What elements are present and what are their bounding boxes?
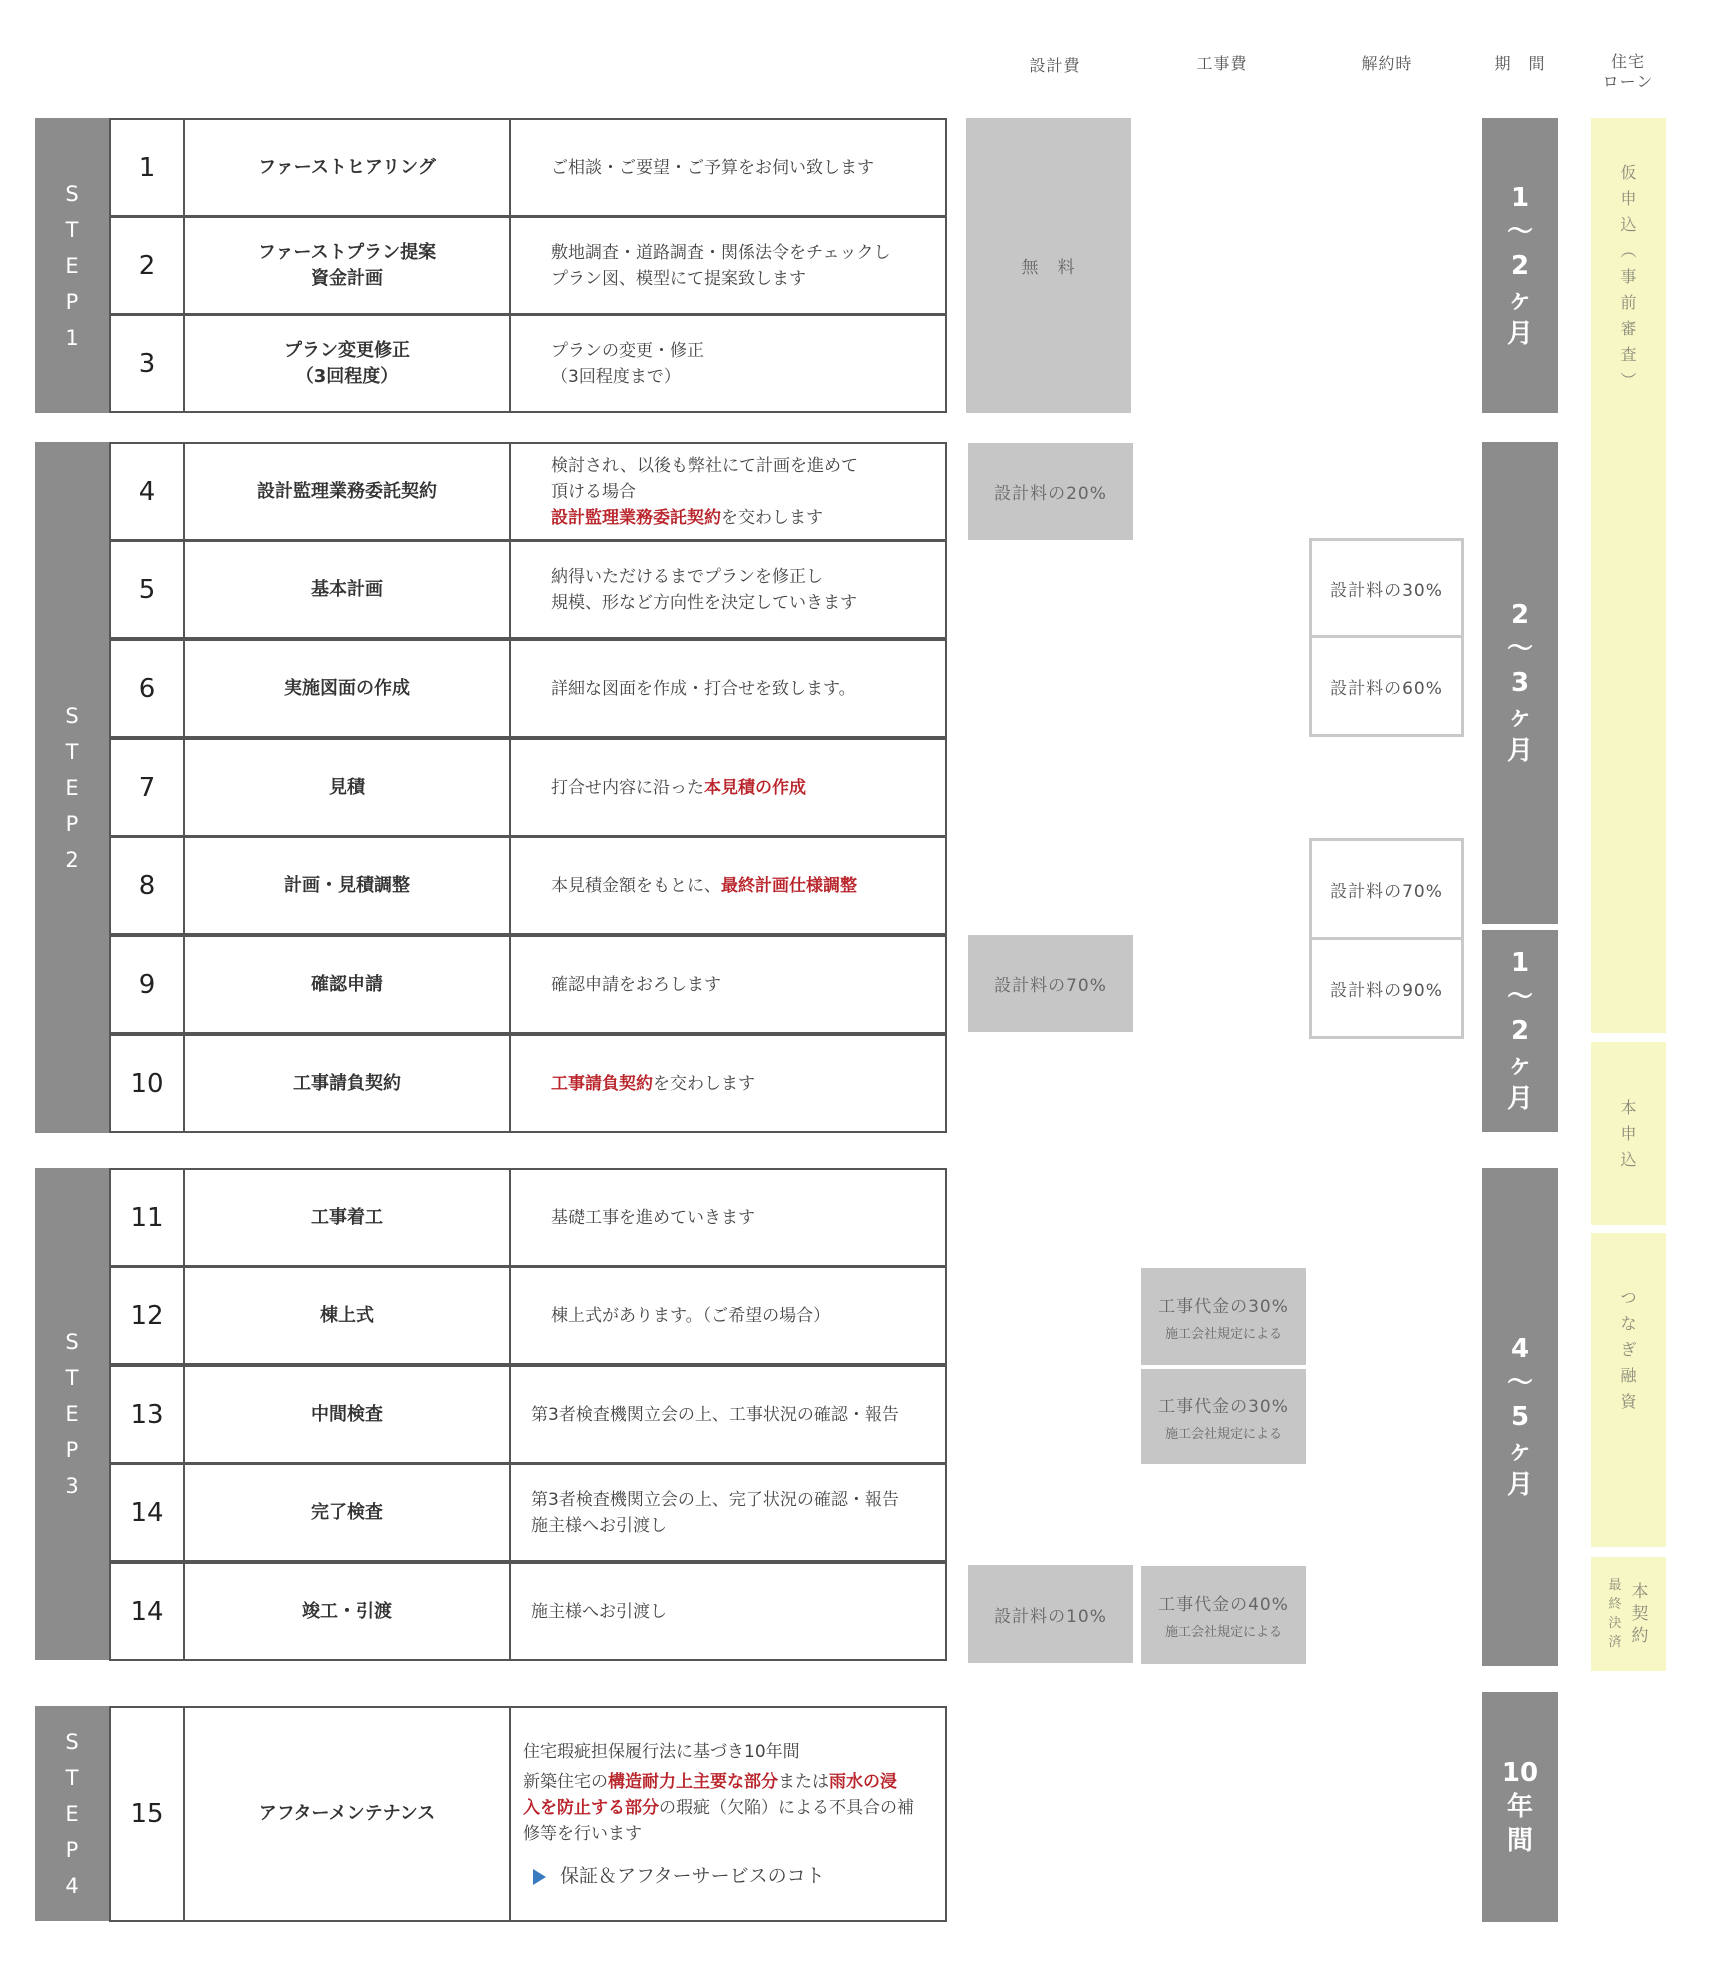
header-design-fee: 設計費 — [1029, 56, 1081, 75]
desc-line: 新築住宅の構造耐力上主要な部分または雨水の浸 — [523, 1771, 897, 1792]
loan-bridge-financing: つ な ぎ 融 資 — [1591, 1233, 1666, 1547]
table-row — [109, 216, 947, 315]
row-number: 2 — [111, 218, 185, 313]
row-title: プラン変更修正 （3回程度） — [185, 316, 511, 411]
row-description — [511, 641, 945, 736]
row-description — [511, 120, 945, 215]
row-number: 6 — [111, 641, 185, 736]
table-row — [109, 1562, 947, 1661]
row-title: ファーストヒアリング — [185, 120, 511, 215]
row-description — [511, 1465, 945, 1560]
table-row — [109, 1168, 947, 1267]
row-title: ファーストプラン提案 資金計画 — [185, 218, 511, 313]
row-title: アフターメンテナンス — [185, 1708, 511, 1920]
row-title: 実施図面の作成 — [185, 641, 511, 736]
row-description — [511, 1708, 945, 1920]
header-cancellation: 解約時 — [1361, 54, 1413, 73]
desc-line: 打合せ内容に沿った本見積の作成 — [551, 777, 806, 798]
loan-main-application: 本 申 込 — [1591, 1042, 1666, 1225]
row-description — [511, 838, 945, 933]
desc-line: （3回程度まで） — [551, 366, 681, 387]
loan-contract-label: 本 契 約 — [1631, 1582, 1649, 1646]
desc-line: プランの変更・修正 — [551, 340, 704, 361]
desc-line: 検討され、以後も弊社にて計画を進めて — [551, 455, 859, 476]
table-row-15 — [109, 1706, 947, 1922]
row-description — [511, 542, 945, 637]
table-row — [109, 1365, 947, 1464]
design-fee-70: 設計料の70% — [968, 935, 1133, 1032]
table-row — [109, 935, 947, 1034]
desc-line: 本見積金額をもとに、最終計画仕様調整 — [551, 875, 857, 896]
cancel-fee-60: 設計料の60% — [1309, 635, 1464, 737]
loan-provisional: 仮 申 込 ︵ 事 前 審 査 ︶ — [1591, 118, 1666, 1033]
desc-line: 基礎工事を進めていきます — [551, 1207, 755, 1228]
period-bar-5: 10 年 間 — [1482, 1692, 1558, 1922]
desc-line: 確認申請をおろします — [551, 974, 721, 995]
desc-line: 施主様へお引渡し — [531, 1515, 667, 1536]
row-number: 9 — [111, 937, 185, 1032]
desc-line: 設計監理業務委託契約を交わします — [551, 507, 823, 528]
row-number: 13 — [111, 1367, 185, 1462]
cancel-fee-70: 設計料の70% — [1309, 838, 1464, 940]
table-row — [109, 1266, 947, 1365]
row-title: 工事請負契約 — [185, 1036, 511, 1131]
table-row — [109, 738, 947, 837]
period-bar-4: 4 〜 5 ヶ 月 — [1482, 1168, 1558, 1666]
cancel-fee-30: 設計料の30% — [1309, 538, 1464, 638]
row-number: 11 — [111, 1170, 185, 1265]
desc-line: 頂ける場合 — [551, 481, 636, 502]
desc-line: 第3者検査機関立会の上、完了状況の確認・報告 — [531, 1489, 899, 1510]
row-number: 12 — [111, 1268, 185, 1363]
row-number: 14 — [111, 1564, 185, 1659]
row-description — [511, 937, 945, 1032]
desc-line: 敷地調査・道路調査・関係法令をチェックし — [551, 242, 891, 263]
row-description — [511, 316, 945, 411]
table-row — [109, 442, 947, 541]
table-row — [109, 118, 947, 217]
row-description — [511, 1367, 945, 1462]
row-description — [511, 444, 945, 539]
desc-line: 詳細な図面を作成・打合せを致します。 — [551, 678, 856, 699]
row-number: 8 — [111, 838, 185, 933]
row-title: 完了検査 — [185, 1465, 511, 1560]
row-number: 3 — [111, 316, 185, 411]
row-title: 確認申請 — [185, 937, 511, 1032]
desc-line: 修等を行います — [523, 1823, 642, 1844]
row-number: 7 — [111, 740, 185, 835]
table-row — [109, 1463, 947, 1562]
desc-line: 施主様へお引渡し — [531, 1601, 667, 1622]
row-number: 15 — [111, 1708, 185, 1920]
desc-line: 第3者検査機関立会の上、工事状況の確認・報告 — [531, 1404, 899, 1425]
table-row — [109, 836, 947, 935]
row-title: 竣工・引渡 — [185, 1564, 511, 1659]
table-row — [109, 1034, 947, 1133]
header-loan: 住宅 ローン — [1602, 52, 1654, 91]
play-triangle-icon — [533, 1869, 546, 1885]
design-fee-free: 無 料 — [966, 118, 1131, 413]
desc-line: ご相談・ご要望・ご予算をお伺い致します — [551, 157, 874, 178]
period-bar-2: 2 〜 3 ヶ 月 — [1482, 442, 1558, 924]
row-title: 工事着工 — [185, 1170, 511, 1265]
row-description — [511, 1564, 945, 1659]
row-title: 棟上式 — [185, 1268, 511, 1363]
row-number: 4 — [111, 444, 185, 539]
desc-line: 棟上式があります。（ご希望の場合） — [551, 1305, 831, 1326]
row-title: 設計監理業務委託契約 — [185, 444, 511, 539]
loan-final-settlement-label: 最 終 決 済 — [1608, 1578, 1622, 1650]
step-1-bar: S T E P 1 — [35, 118, 109, 413]
desc-line: プラン図、模型にて提案致します — [551, 268, 806, 289]
period-bar-1: 1 〜 2 ヶ 月 — [1482, 118, 1558, 413]
design-fee-10: 設計料の10% — [968, 1565, 1133, 1663]
construction-fee-40: 工事代金の40% 施工会社規定による — [1141, 1566, 1306, 1664]
row-number: 5 — [111, 542, 185, 637]
loan-main-contract — [1591, 1557, 1666, 1671]
desc-line: 納得いただけるまでプランを修正し — [551, 566, 823, 587]
header-period: 期 間 — [1494, 54, 1546, 73]
table-row — [109, 639, 947, 738]
row-title: 見積 — [185, 740, 511, 835]
desc-line: 規模、形など方向性を決定していきます — [551, 592, 857, 613]
period-bar-3: 1 〜 2 ヶ 月 — [1482, 930, 1558, 1132]
step-3-bar: S T E P 3 — [35, 1168, 109, 1660]
row-number: 10 — [111, 1036, 185, 1131]
cancel-fee-90: 設計料の90% — [1309, 937, 1464, 1039]
row-description — [511, 740, 945, 835]
desc-line: 工事請負契約を交わします — [551, 1073, 755, 1094]
step-4-bar: S T E P 4 — [35, 1706, 109, 1921]
table-row — [109, 540, 947, 639]
step-2-bar: S T E P 2 — [35, 442, 109, 1133]
row-description — [511, 1036, 945, 1131]
desc-line: 入を防止する部分の瑕疵（欠陥）による不具合の補 — [523, 1797, 914, 1818]
row-number: 14 — [111, 1465, 185, 1560]
row-title: 中間検査 — [185, 1367, 511, 1462]
construction-fee-30-a: 工事代金の30% 施工会社規定による — [1141, 1268, 1306, 1365]
design-fee-20: 設計料の20% — [968, 443, 1133, 540]
desc-line: 住宅瑕疵担保履行法に基づき10年間 — [523, 1741, 800, 1762]
row-title: 計画・見積調整 — [185, 838, 511, 933]
row-number: 1 — [111, 120, 185, 215]
row-description — [511, 1170, 945, 1265]
row-description — [511, 218, 945, 313]
table-row — [109, 314, 947, 413]
row-description — [511, 1268, 945, 1363]
warranty-link[interactable]: 保証＆アフターサービスのコト — [523, 1863, 935, 1890]
row-title: 基本計画 — [185, 542, 511, 637]
header-construction-fee: 工事費 — [1196, 54, 1248, 73]
construction-fee-30-b: 工事代金の30% 施工会社規定による — [1141, 1369, 1306, 1464]
